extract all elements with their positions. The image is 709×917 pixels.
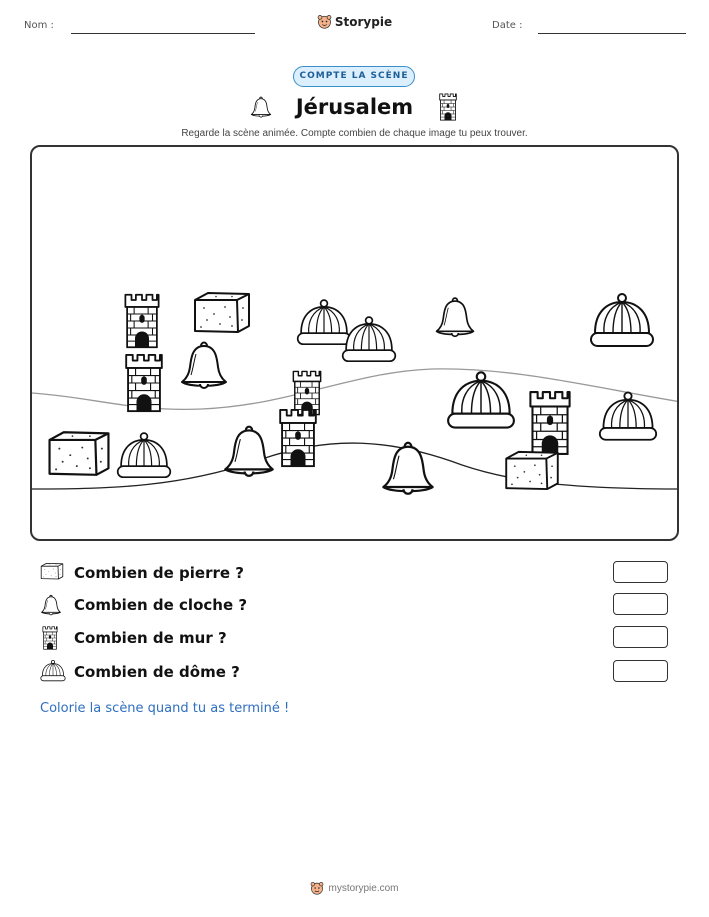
answer-box-dome[interactable]: [613, 660, 668, 682]
question-row-bell: [40, 593, 670, 617]
stone-icon: [40, 561, 64, 581]
tower-icon: [120, 293, 164, 349]
dome-icon: [40, 660, 66, 682]
date-label: Date :: [492, 20, 523, 31]
stone-icon: [46, 429, 112, 477]
answer-box-stone[interactable]: [613, 561, 668, 583]
question-row-dome: [40, 660, 670, 684]
question-row-stone: [40, 561, 670, 585]
bell-icon: [179, 337, 229, 393]
tower-icon: [275, 408, 321, 468]
coloring-instruction: Colorie la scène quand tu as terminé !: [40, 701, 290, 716]
scene-frame: [30, 145, 679, 541]
question-text: Combien de dôme ?: [74, 663, 240, 681]
tower-icon: [121, 353, 167, 413]
stone-icon: [503, 449, 561, 491]
tower-icon: [525, 390, 575, 456]
answer-box-bell[interactable]: [613, 593, 668, 615]
answer-box-tower[interactable]: [613, 626, 668, 648]
page-title: Jérusalem: [295, 95, 414, 119]
bell-icon: [434, 293, 476, 341]
question-text: Combien de pierre ?: [74, 564, 244, 582]
date-line[interactable]: [538, 33, 686, 34]
bell-icon: [380, 436, 436, 500]
question-text: Combien de cloche ?: [74, 596, 248, 614]
storypie-logo-icon: [310, 881, 324, 895]
activity-badge: COMPTE LA SCÈNE: [293, 66, 415, 87]
footer-url[interactable]: mystorypie.com: [328, 882, 399, 894]
brand-logo: [0, 14, 709, 34]
bell-icon: [222, 420, 276, 482]
footer: [0, 881, 709, 900]
dome-icon: [589, 293, 655, 349]
brand-name: Storypie: [334, 14, 393, 29]
tower-icon: [40, 626, 60, 650]
stone-icon: [192, 290, 252, 334]
bell-icon: [250, 94, 272, 120]
tower-icon: [437, 93, 459, 121]
instructions: Regarde la scène animée. Compte combien de chaque image tu peux trouver.: [181, 128, 528, 139]
dome-icon: [341, 316, 397, 364]
dome-icon: [116, 432, 172, 480]
name-label: Nom :: [24, 20, 54, 31]
storypie-logo-icon: [317, 14, 332, 29]
question-row-tower: [40, 626, 670, 650]
question-text: Combien de mur ?: [74, 629, 227, 647]
title-row: [0, 92, 709, 122]
bell-icon: [40, 593, 62, 617]
dome-icon: [598, 391, 658, 443]
dome-icon: [446, 371, 516, 431]
